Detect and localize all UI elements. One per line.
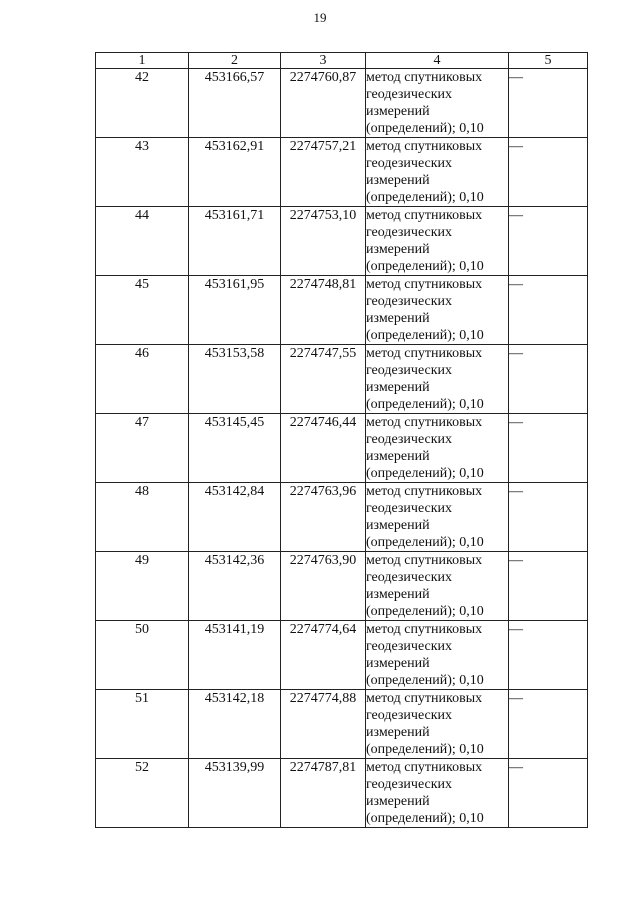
y-coordinate-cell: 2274763,90	[281, 552, 366, 621]
point-number-cell: 46	[96, 345, 189, 414]
note-dash: —	[509, 346, 523, 361]
x-coordinate-cell: 453142,18	[189, 690, 281, 759]
note-dash: —	[509, 691, 523, 706]
y-coordinate-cell: 2274757,21	[281, 138, 366, 207]
note-cell	[509, 207, 588, 276]
method-text-line: геодезических	[366, 570, 453, 585]
method-cell	[366, 138, 509, 207]
note-dash: —	[509, 70, 523, 85]
method-cell	[366, 552, 509, 621]
table-row	[96, 690, 588, 759]
method-cell	[366, 345, 509, 414]
method-text-line: измерений	[366, 656, 430, 671]
y-coordinate-cell: 2274774,64	[281, 621, 366, 690]
method-text-line: метод спутниковых	[366, 208, 483, 223]
method-text-line: измерений	[366, 173, 430, 188]
x-coordinate-cell: 453139,99	[189, 759, 281, 828]
point-number-cell: 43	[96, 138, 189, 207]
note-cell	[509, 276, 588, 345]
method-text-line: измерений	[366, 311, 430, 326]
method-cell	[366, 621, 509, 690]
x-coordinate-cell: 453153,58	[189, 345, 281, 414]
point-number-cell: 42	[96, 69, 189, 138]
note-dash: —	[509, 277, 523, 292]
note-cell	[509, 483, 588, 552]
method-text-line: метод спутниковых	[366, 553, 483, 568]
point-number-cell: 45	[96, 276, 189, 345]
method-cell	[366, 69, 509, 138]
method-text-line: измерений	[366, 449, 430, 464]
method-text-line: измерений	[366, 380, 430, 395]
method-text-line: (определений); 0,10	[366, 121, 484, 136]
method-text-line: измерений	[366, 242, 430, 257]
method-text-line: метод спутниковых	[366, 139, 483, 154]
method-text-line: (определений); 0,10	[366, 673, 484, 688]
method-text-line: (определений); 0,10	[366, 328, 484, 343]
note-cell	[509, 759, 588, 828]
method-cell	[366, 483, 509, 552]
table-row	[96, 759, 588, 828]
x-coordinate-cell: 453142,84	[189, 483, 281, 552]
method-text-line: геодезических	[366, 294, 453, 309]
table-row	[96, 276, 588, 345]
method-text-line: геодезических	[366, 501, 453, 516]
y-coordinate-cell: 2274753,10	[281, 207, 366, 276]
method-text-line: метод спутниковых	[366, 760, 483, 775]
method-cell	[366, 414, 509, 483]
column-header: 2	[189, 53, 281, 69]
x-coordinate-cell: 453141,19	[189, 621, 281, 690]
y-coordinate-cell: 2274760,87	[281, 69, 366, 138]
point-number-cell: 51	[96, 690, 189, 759]
table-row	[96, 414, 588, 483]
method-text-line: (определений); 0,10	[366, 190, 484, 205]
method-text-line: измерений	[366, 794, 430, 809]
note-cell	[509, 621, 588, 690]
method-cell	[366, 759, 509, 828]
y-coordinate-cell: 2274747,55	[281, 345, 366, 414]
method-cell	[366, 690, 509, 759]
table-row	[96, 621, 588, 690]
y-coordinate-cell: 2274763,96	[281, 483, 366, 552]
coordinates-table	[95, 52, 588, 828]
method-text-line: измерений	[366, 104, 430, 119]
y-coordinate-cell: 2274787,81	[281, 759, 366, 828]
method-text-line: метод спутниковых	[366, 70, 483, 85]
x-coordinate-cell: 453161,95	[189, 276, 281, 345]
table-header-row	[96, 53, 588, 69]
column-header: 5	[509, 53, 588, 69]
table-row	[96, 345, 588, 414]
method-text-line: измерений	[366, 725, 430, 740]
note-cell	[509, 138, 588, 207]
table-body	[96, 69, 588, 828]
method-text-line: геодезических	[366, 363, 453, 378]
note-cell	[509, 414, 588, 483]
method-text-line: метод спутниковых	[366, 346, 483, 361]
table-row	[96, 138, 588, 207]
y-coordinate-cell: 2274774,88	[281, 690, 366, 759]
note-dash: —	[509, 622, 523, 637]
method-text-line: метод спутниковых	[366, 484, 483, 499]
note-dash: —	[509, 415, 523, 430]
table-row	[96, 483, 588, 552]
method-text-line: метод спутниковых	[366, 622, 483, 637]
method-text-line: геодезических	[366, 225, 453, 240]
method-text-line: метод спутниковых	[366, 691, 483, 706]
note-dash: —	[509, 139, 523, 154]
note-dash: —	[509, 553, 523, 568]
table-row	[96, 552, 588, 621]
method-text-line: (определений); 0,10	[366, 742, 484, 757]
x-coordinate-cell: 453166,57	[189, 69, 281, 138]
method-text-line: (определений); 0,10	[366, 466, 484, 481]
point-number-cell: 44	[96, 207, 189, 276]
method-text-line: геодезических	[366, 639, 453, 654]
point-number-cell: 48	[96, 483, 189, 552]
method-text-line: (определений); 0,10	[366, 604, 484, 619]
method-text-line: метод спутниковых	[366, 277, 483, 292]
method-text-line: измерений	[366, 518, 430, 533]
column-header: 4	[366, 53, 509, 69]
point-number-cell: 50	[96, 621, 189, 690]
point-number-cell: 47	[96, 414, 189, 483]
note-dash: —	[509, 760, 523, 775]
column-header: 3	[281, 53, 366, 69]
x-coordinate-cell: 453145,45	[189, 414, 281, 483]
point-number-cell: 52	[96, 759, 189, 828]
y-coordinate-cell: 2274748,81	[281, 276, 366, 345]
column-header: 1	[96, 53, 189, 69]
method-text-line: геодезических	[366, 777, 453, 792]
method-text-line: (определений); 0,10	[366, 397, 484, 412]
method-text-line: метод спутниковых	[366, 415, 483, 430]
note-cell	[509, 552, 588, 621]
note-cell	[509, 69, 588, 138]
page-number: 19	[313, 10, 327, 25]
method-text-line: геодезических	[366, 156, 453, 171]
table-row	[96, 207, 588, 276]
method-text-line: геодезических	[366, 432, 453, 447]
method-cell	[366, 207, 509, 276]
method-text-line: геодезических	[366, 708, 453, 723]
x-coordinate-cell: 453142,36	[189, 552, 281, 621]
method-cell	[366, 276, 509, 345]
table-row	[96, 69, 588, 138]
point-number-cell: 49	[96, 552, 189, 621]
x-coordinate-cell: 453161,71	[189, 207, 281, 276]
note-dash: —	[509, 484, 523, 499]
note-dash: —	[509, 208, 523, 223]
method-text-line: (определений); 0,10	[366, 811, 484, 826]
x-coordinate-cell: 453162,91	[189, 138, 281, 207]
note-cell	[509, 345, 588, 414]
method-text-line: (определений); 0,10	[366, 259, 484, 274]
note-cell	[509, 690, 588, 759]
method-text-line: геодезических	[366, 87, 453, 102]
method-text-line: (определений); 0,10	[366, 535, 484, 550]
y-coordinate-cell: 2274746,44	[281, 414, 366, 483]
method-text-line: измерений	[366, 587, 430, 602]
